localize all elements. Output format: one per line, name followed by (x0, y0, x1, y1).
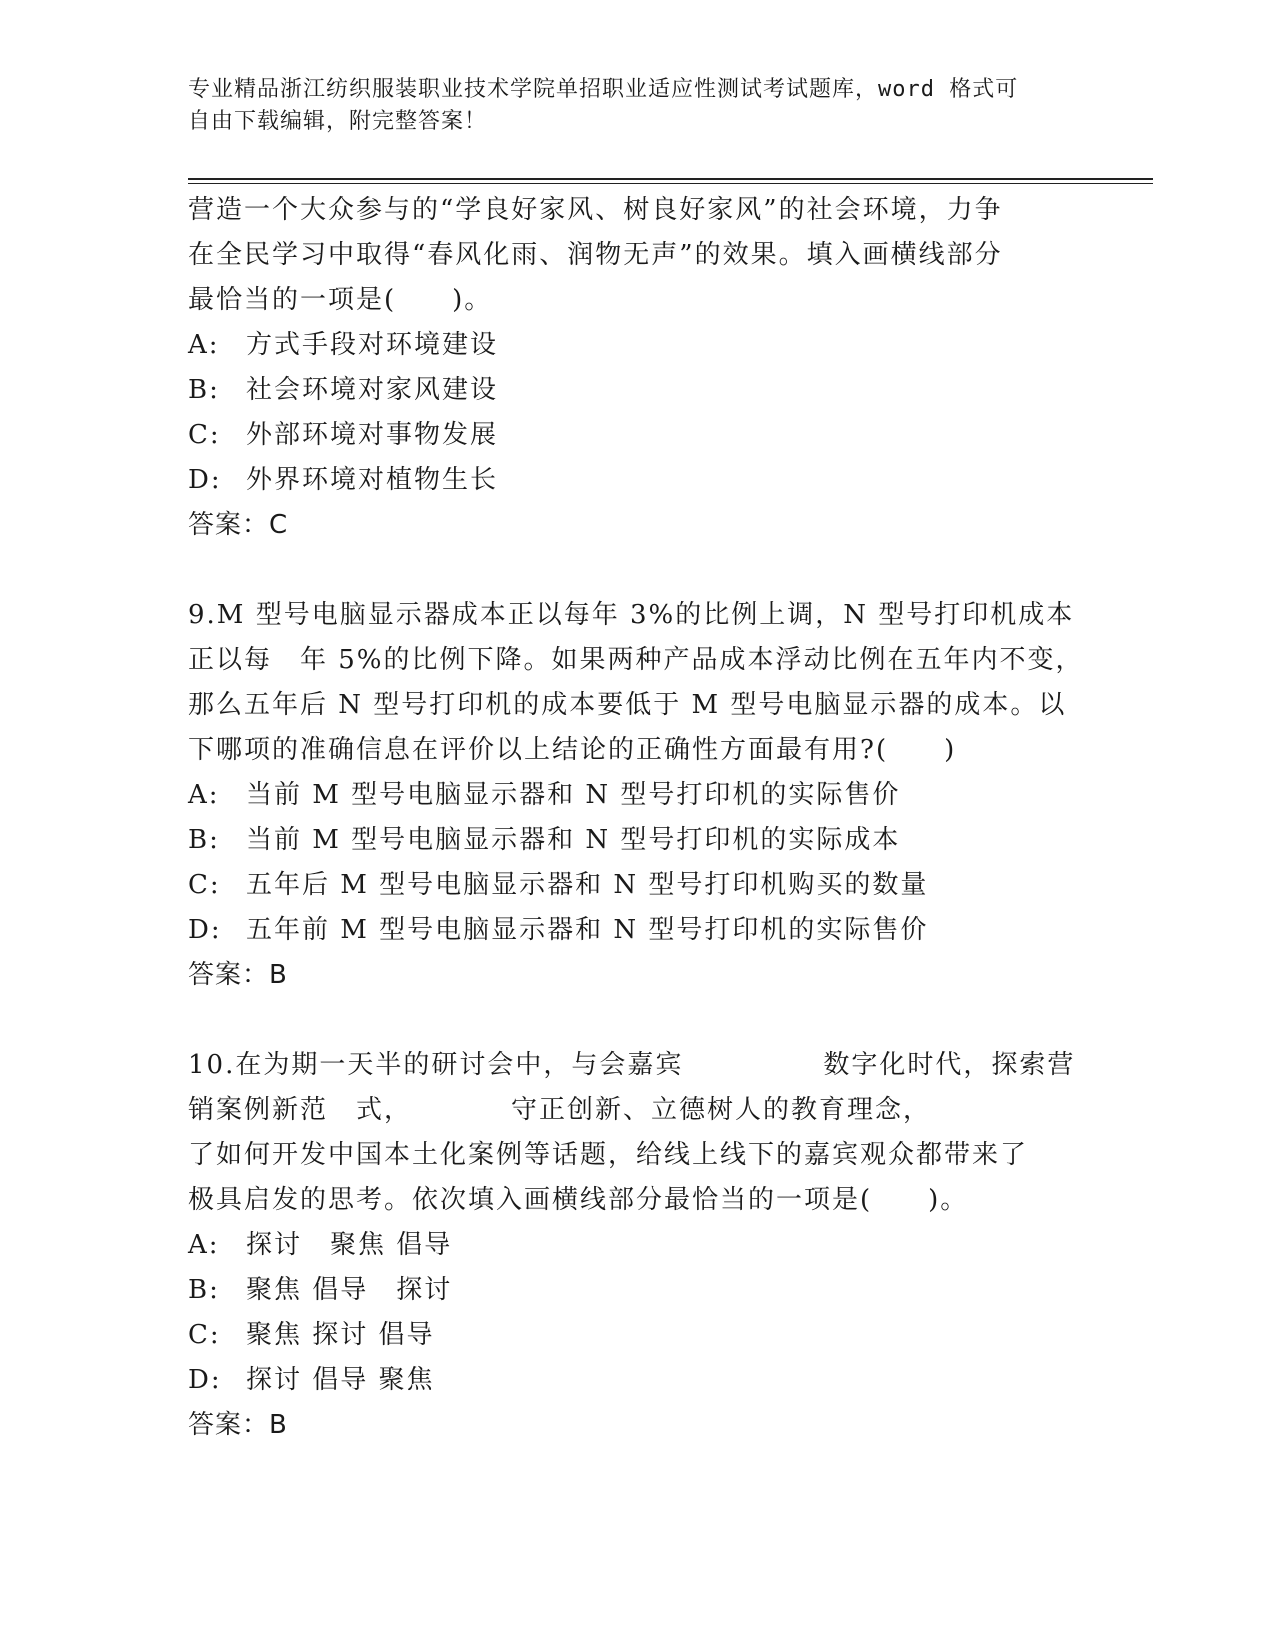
option-c (188, 413, 1088, 458)
option-c (188, 1313, 1088, 1358)
option-letter: A: (188, 1230, 220, 1260)
option-text: 外部环境对事物发展 (246, 420, 499, 450)
answer-label: 答案：B (188, 1410, 288, 1440)
answer-label: 答案：C (188, 510, 289, 540)
option-letter: C: (188, 1320, 221, 1350)
document-body (188, 188, 1088, 1448)
question-line: 10.在为期一天半的研讨会中，与会嘉宾 数字化时代，探索营 (188, 1050, 1076, 1080)
option-letter: A: (188, 330, 220, 360)
question-line: 了如何开发中国本土化案例等话题，给线上线下的嘉宾观众都带来了 (188, 1140, 1029, 1170)
page-header (188, 74, 1068, 138)
option-c (188, 863, 1088, 908)
option-a (188, 323, 1088, 368)
option-text: 聚焦 倡导 探讨 (246, 1275, 453, 1305)
option-letter: D: (188, 915, 222, 945)
option-letter: C: (188, 420, 221, 450)
option-text: 探讨 聚焦 倡导 (246, 1230, 453, 1260)
option-text: 当前 M 型号电脑显示器和 N 型号打印机的实际售价 (246, 780, 901, 810)
option-b (188, 368, 1088, 413)
question-9 (188, 593, 1088, 998)
header-line-2: 自由下载编辑，附完整答案！ (188, 109, 488, 134)
question-line: 下哪项的准确信息在评价以上结论的正确性方面最有用?( ) (188, 735, 957, 765)
header-line-1: 专业精品浙江纺织服装职业技术学院单招职业适应性测试考试题库，word 格式可 (188, 77, 1019, 102)
option-letter: D: (188, 465, 222, 495)
option-letter: B: (188, 375, 220, 405)
option-letter: B: (188, 1275, 220, 1305)
option-d (188, 1358, 1088, 1403)
option-letter: D: (188, 1365, 222, 1395)
option-text: 外界环境对植物生长 (246, 465, 499, 495)
option-text: 探讨 倡导 聚焦 (246, 1365, 435, 1395)
header-rule-thin (188, 183, 1153, 184)
option-text: 当前 M 型号电脑显示器和 N 型号打印机的实际成本 (246, 825, 901, 855)
option-text: 五年后 M 型号电脑显示器和 N 型号打印机购买的数量 (246, 870, 929, 900)
answer-label: 答案：B (188, 960, 288, 990)
option-text: 方式手段对环境建设 (246, 330, 499, 360)
question-line: 在全民学习中取得“春风化雨、润物无声”的效果。填入画横线部分 (188, 240, 1003, 270)
question-line: 营造一个大众参与的“学良好家风、树良好家风”的社会环境，力争 (188, 195, 1003, 225)
question-line: 那么五年后 N 型号打印机的成本要低于 M 型号电脑显示器的成本。以 (188, 690, 1067, 720)
header-rule-thick (188, 178, 1153, 180)
option-b (188, 1268, 1088, 1313)
option-b (188, 818, 1088, 863)
option-d (188, 908, 1088, 953)
option-text: 聚焦 探讨 倡导 (246, 1320, 435, 1350)
question-line: 9.M 型号电脑显示器成本正以每年 3%的比例上调，N 型号打印机成本 (188, 600, 1075, 630)
question-10 (188, 1043, 1088, 1448)
question-line: 销案例新范 式， 守正创新、立德树人的教育理念， (188, 1095, 932, 1125)
question-line: 正以每 年 5%的比例下降。如果两种产品成本浮动比例在五年内不变， (188, 645, 1084, 675)
option-a (188, 1223, 1088, 1268)
question-line: 极具启发的思考。依次填入画横线部分最恰当的一项是( )。 (188, 1185, 969, 1215)
option-letter: B: (188, 825, 220, 855)
question-line: 最恰当的一项是( )。 (188, 285, 493, 315)
option-letter: A: (188, 780, 220, 810)
option-d (188, 458, 1088, 503)
option-letter: C: (188, 870, 221, 900)
option-a (188, 773, 1088, 818)
option-text: 五年前 M 型号电脑显示器和 N 型号打印机的实际售价 (246, 915, 929, 945)
question-8 (188, 188, 1088, 548)
option-text: 社会环境对家风建设 (246, 375, 499, 405)
